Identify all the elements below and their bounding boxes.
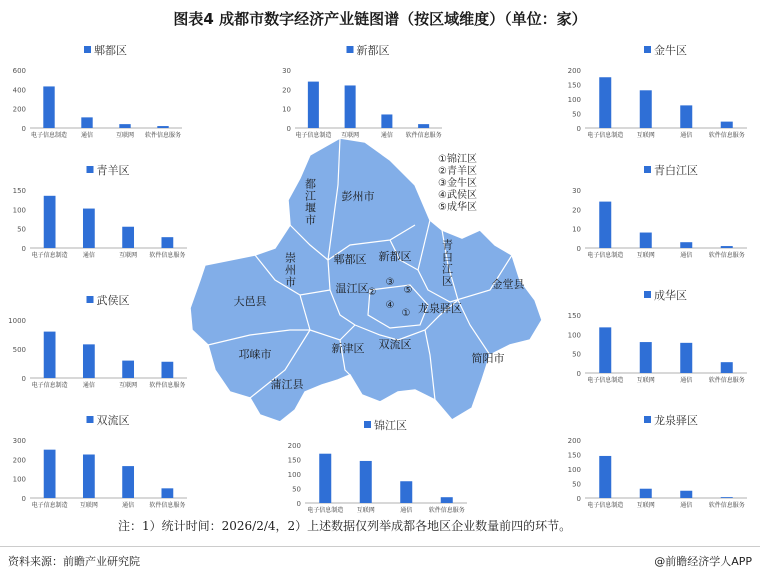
x-tick-label: 软件信息服务 (708, 252, 745, 259)
map-legend-item: ②青羊区 (438, 166, 477, 177)
district-label: 温江区 (335, 282, 369, 295)
district-label: 金堂县 (491, 278, 525, 291)
district-marker: ① (401, 308, 411, 319)
y-tick-label: 100 (567, 331, 581, 340)
y-tick-label: 0 (21, 495, 26, 503)
y-tick-label: 150 (12, 187, 26, 195)
chart-longquanyi (555, 410, 755, 510)
y-tick-label: 50 (572, 350, 581, 359)
chart-qingyang (0, 160, 195, 260)
bar (680, 105, 692, 128)
y-tick-label: 1000 (8, 317, 26, 325)
legend-label: 锦江区 (374, 419, 407, 432)
chengdu-map-svg (190, 130, 560, 430)
bar (599, 456, 611, 498)
chart-jinniu (555, 40, 755, 140)
y-tick-label: 100 (567, 96, 581, 104)
chart-chenghua (555, 285, 755, 385)
bar (308, 82, 319, 128)
bar (640, 489, 652, 498)
bar (161, 237, 173, 248)
bar (721, 362, 733, 373)
chart-title: 图表4 成都市数字经济产业链图谱（按区域维度）（单位：家） (173, 10, 587, 28)
bar (319, 454, 331, 503)
bar (44, 196, 56, 248)
x-tick-label: 电子信息制造 (31, 252, 68, 259)
legend (87, 413, 130, 427)
y-tick-label: 300 (12, 437, 26, 445)
x-tick-label: 电子信息制造 (30, 132, 68, 139)
bar (721, 497, 733, 498)
x-tick-label: 通信 (680, 252, 693, 259)
y-tick-label: 200 (12, 456, 26, 465)
bar (721, 122, 733, 128)
bar (83, 455, 95, 499)
district-marker: ③ (385, 277, 395, 288)
map-outline (190, 138, 542, 422)
district-label: 青白江区 (440, 239, 454, 287)
mini-chart-svg (0, 290, 195, 390)
x-tick-label: 电子信息制造 (31, 502, 68, 509)
footer-divider (0, 546, 760, 547)
bar (360, 461, 372, 503)
bar (599, 77, 611, 128)
x-tick-label: 通信 (82, 252, 95, 259)
y-tick-label: 20 (282, 86, 291, 95)
bar (83, 344, 95, 378)
x-tick-label: 互联网 (636, 502, 655, 509)
mini-chart-svg (0, 160, 195, 260)
bar (119, 124, 130, 128)
y-tick-label: 0 (576, 370, 581, 378)
chengdu-map (190, 130, 560, 430)
bar (599, 202, 611, 248)
bar (161, 362, 173, 378)
district-label: 邛崃市 (238, 348, 272, 361)
bar (157, 126, 168, 128)
y-tick-label: 600 (12, 67, 26, 75)
mini-chart-svg (555, 160, 755, 260)
map-legend-item: ①锦江区 (438, 154, 477, 165)
chart-xindu (265, 40, 450, 140)
footnote: 注：1）统计时间：2026/2/4，2）上述数据仅列举成都各地区企业数量前四的环节。 (118, 519, 572, 533)
bar (81, 117, 92, 128)
district-label: 新都区 (378, 250, 412, 263)
legend-swatch (84, 46, 91, 53)
y-tick-label: 10 (572, 225, 581, 234)
bar (680, 242, 692, 248)
district-label: 龙泉驿区 (418, 302, 462, 315)
x-tick-label: 通信 (400, 507, 413, 514)
y-tick-label: 150 (567, 451, 581, 460)
bar (83, 209, 95, 248)
x-tick-label: 软件信息服务 (144, 132, 182, 139)
y-tick-label: 20 (572, 206, 581, 215)
legend (84, 43, 127, 57)
legend (644, 43, 687, 57)
y-tick-label: 100 (12, 206, 26, 215)
legend-swatch (87, 166, 94, 173)
x-tick-label: 通信 (122, 502, 135, 509)
x-tick-label: 通信 (80, 132, 94, 139)
x-tick-label: 电子信息制造 (295, 132, 332, 139)
y-tick-label: 0 (21, 375, 26, 383)
x-tick-label: 软件信息服务 (428, 507, 465, 514)
mini-chart-svg (555, 40, 755, 140)
y-tick-label: 200 (567, 437, 581, 445)
x-tick-label: 软件信息服务 (708, 502, 745, 509)
y-tick-label: 30 (572, 187, 581, 195)
legend-swatch (644, 291, 651, 298)
bar (418, 124, 429, 128)
x-tick-label: 电子信息制造 (587, 252, 624, 259)
district-label: 新津区 (331, 342, 365, 355)
x-tick-label: 互联网 (115, 132, 135, 139)
x-tick-label: 软件信息服务 (149, 382, 186, 389)
x-tick-label: 软件信息服务 (708, 377, 745, 384)
source-text: 资料来源：前瞻产业研究院 (8, 555, 140, 568)
bar (721, 246, 733, 248)
y-tick-label: 150 (567, 312, 581, 320)
legend (644, 163, 698, 177)
bar (43, 86, 54, 128)
chart-shuangliu (0, 410, 195, 510)
legend (87, 293, 130, 307)
x-tick-label: 电子信息制造 (587, 132, 624, 139)
legend (644, 413, 698, 427)
x-tick-label: 电子信息制造 (307, 507, 344, 514)
chart-wuhou (0, 290, 195, 390)
legend-label: 新都区 (356, 44, 390, 57)
legend (644, 288, 687, 302)
x-tick-label: 软件信息服务 (405, 132, 442, 139)
y-tick-label: 10 (282, 105, 291, 114)
y-tick-label: 50 (17, 225, 26, 234)
x-tick-label: 电子信息制造 (587, 502, 624, 509)
bar (122, 361, 134, 378)
legend-swatch (347, 46, 354, 53)
mini-chart-svg (0, 40, 190, 140)
y-tick-label: 200 (12, 105, 26, 114)
bar (161, 488, 173, 498)
district-marker: ② (367, 287, 377, 298)
map-legend-item: ⑤成华区 (438, 202, 477, 213)
mini-chart-svg (555, 285, 755, 385)
district-marker: ④ (385, 300, 395, 311)
mini-chart-svg (0, 410, 195, 510)
bar (44, 332, 56, 378)
legend-label: 青羊区 (96, 164, 130, 177)
y-tick-label: 30 (282, 67, 291, 75)
y-tick-label: 0 (576, 125, 581, 133)
y-tick-label: 0 (576, 245, 581, 253)
y-tick-label: 100 (567, 466, 581, 474)
x-tick-label: 通信 (380, 132, 393, 139)
map-legend-item: ③金牛区 (438, 178, 477, 189)
district-label: 崇州市 (283, 252, 297, 288)
x-tick-label: 互联网 (119, 252, 138, 259)
y-tick-label: 0 (21, 245, 26, 253)
chart-qingbaijiang (555, 160, 755, 260)
bar (345, 85, 356, 128)
bar (122, 227, 134, 248)
x-tick-label: 电子信息制造 (31, 382, 68, 389)
chart-pidu (0, 40, 190, 140)
y-tick-label: 200 (287, 442, 301, 450)
x-tick-label: 软件信息服务 (149, 252, 186, 259)
legend (87, 163, 130, 177)
district-label: 大邑县 (233, 295, 267, 308)
legend-swatch (87, 296, 94, 303)
y-tick-label: 150 (567, 81, 581, 90)
x-tick-label: 软件信息服务 (708, 132, 745, 139)
bar (680, 343, 692, 373)
legend-swatch (644, 416, 651, 423)
legend-label: 双流区 (96, 414, 130, 427)
legend (347, 43, 390, 57)
y-tick-label: 150 (287, 456, 301, 465)
x-tick-label: 电子信息制造 (587, 377, 624, 384)
map-legend-item: ④武侯区 (438, 190, 477, 201)
y-tick-label: 0 (21, 125, 26, 133)
legend-label: 金牛区 (654, 44, 687, 57)
mini-chart-svg (265, 40, 450, 140)
legend-label: 武侯区 (96, 294, 130, 307)
y-tick-label: 0 (286, 125, 291, 133)
x-tick-label: 互联网 (636, 252, 655, 259)
x-tick-label: 互联网 (636, 132, 655, 139)
x-tick-label: 互联网 (119, 382, 138, 389)
legend-swatch (644, 166, 651, 173)
y-tick-label: 500 (12, 346, 26, 354)
legend-label: 青白江区 (654, 164, 698, 177)
bar (400, 481, 412, 503)
bar (680, 491, 692, 498)
y-tick-label: 100 (287, 471, 301, 479)
y-tick-label: 50 (572, 480, 581, 489)
bar (640, 233, 652, 248)
x-tick-label: 互联网 (636, 377, 655, 384)
bar (122, 466, 134, 498)
district-marker: ⑤ (403, 285, 413, 296)
x-tick-label: 通信 (680, 377, 693, 384)
mini-chart-svg (555, 410, 755, 510)
legend-swatch (644, 46, 651, 53)
bar (640, 342, 652, 373)
x-tick-label: 通信 (680, 132, 693, 139)
bar (640, 90, 652, 128)
legend-swatch (87, 416, 94, 423)
y-tick-label: 50 (292, 485, 301, 494)
bar (44, 450, 56, 498)
brand-text: @前瞻经济学人APP (654, 555, 752, 568)
x-tick-label: 通信 (82, 382, 95, 389)
district-label: 郫都区 (333, 253, 367, 266)
x-tick-label: 互联网 (356, 507, 375, 514)
y-tick-label: 0 (296, 500, 301, 508)
y-tick-label: 50 (572, 110, 581, 119)
legend-label: 龙泉驿区 (654, 414, 698, 427)
district-label: 简阳市 (471, 352, 505, 365)
y-tick-label: 100 (12, 475, 26, 484)
x-tick-label: 互联网 (79, 502, 98, 509)
bar (381, 114, 392, 128)
district-label: 都江堰市 (303, 178, 317, 226)
y-tick-label: 200 (567, 67, 581, 75)
district-label: 彭州市 (341, 190, 375, 203)
district-label: 双流区 (378, 338, 412, 351)
legend-label: 成华区 (654, 289, 687, 302)
district-label: 蒲江县 (270, 378, 304, 391)
bar (599, 327, 611, 373)
x-tick-label: 通信 (680, 502, 693, 509)
y-tick-label: 0 (576, 495, 581, 503)
legend-label: 郫都区 (94, 44, 127, 57)
bar (441, 497, 453, 503)
x-tick-label: 软件信息服务 (149, 502, 186, 509)
x-tick-label: 互联网 (341, 132, 360, 139)
y-tick-label: 400 (12, 86, 26, 95)
